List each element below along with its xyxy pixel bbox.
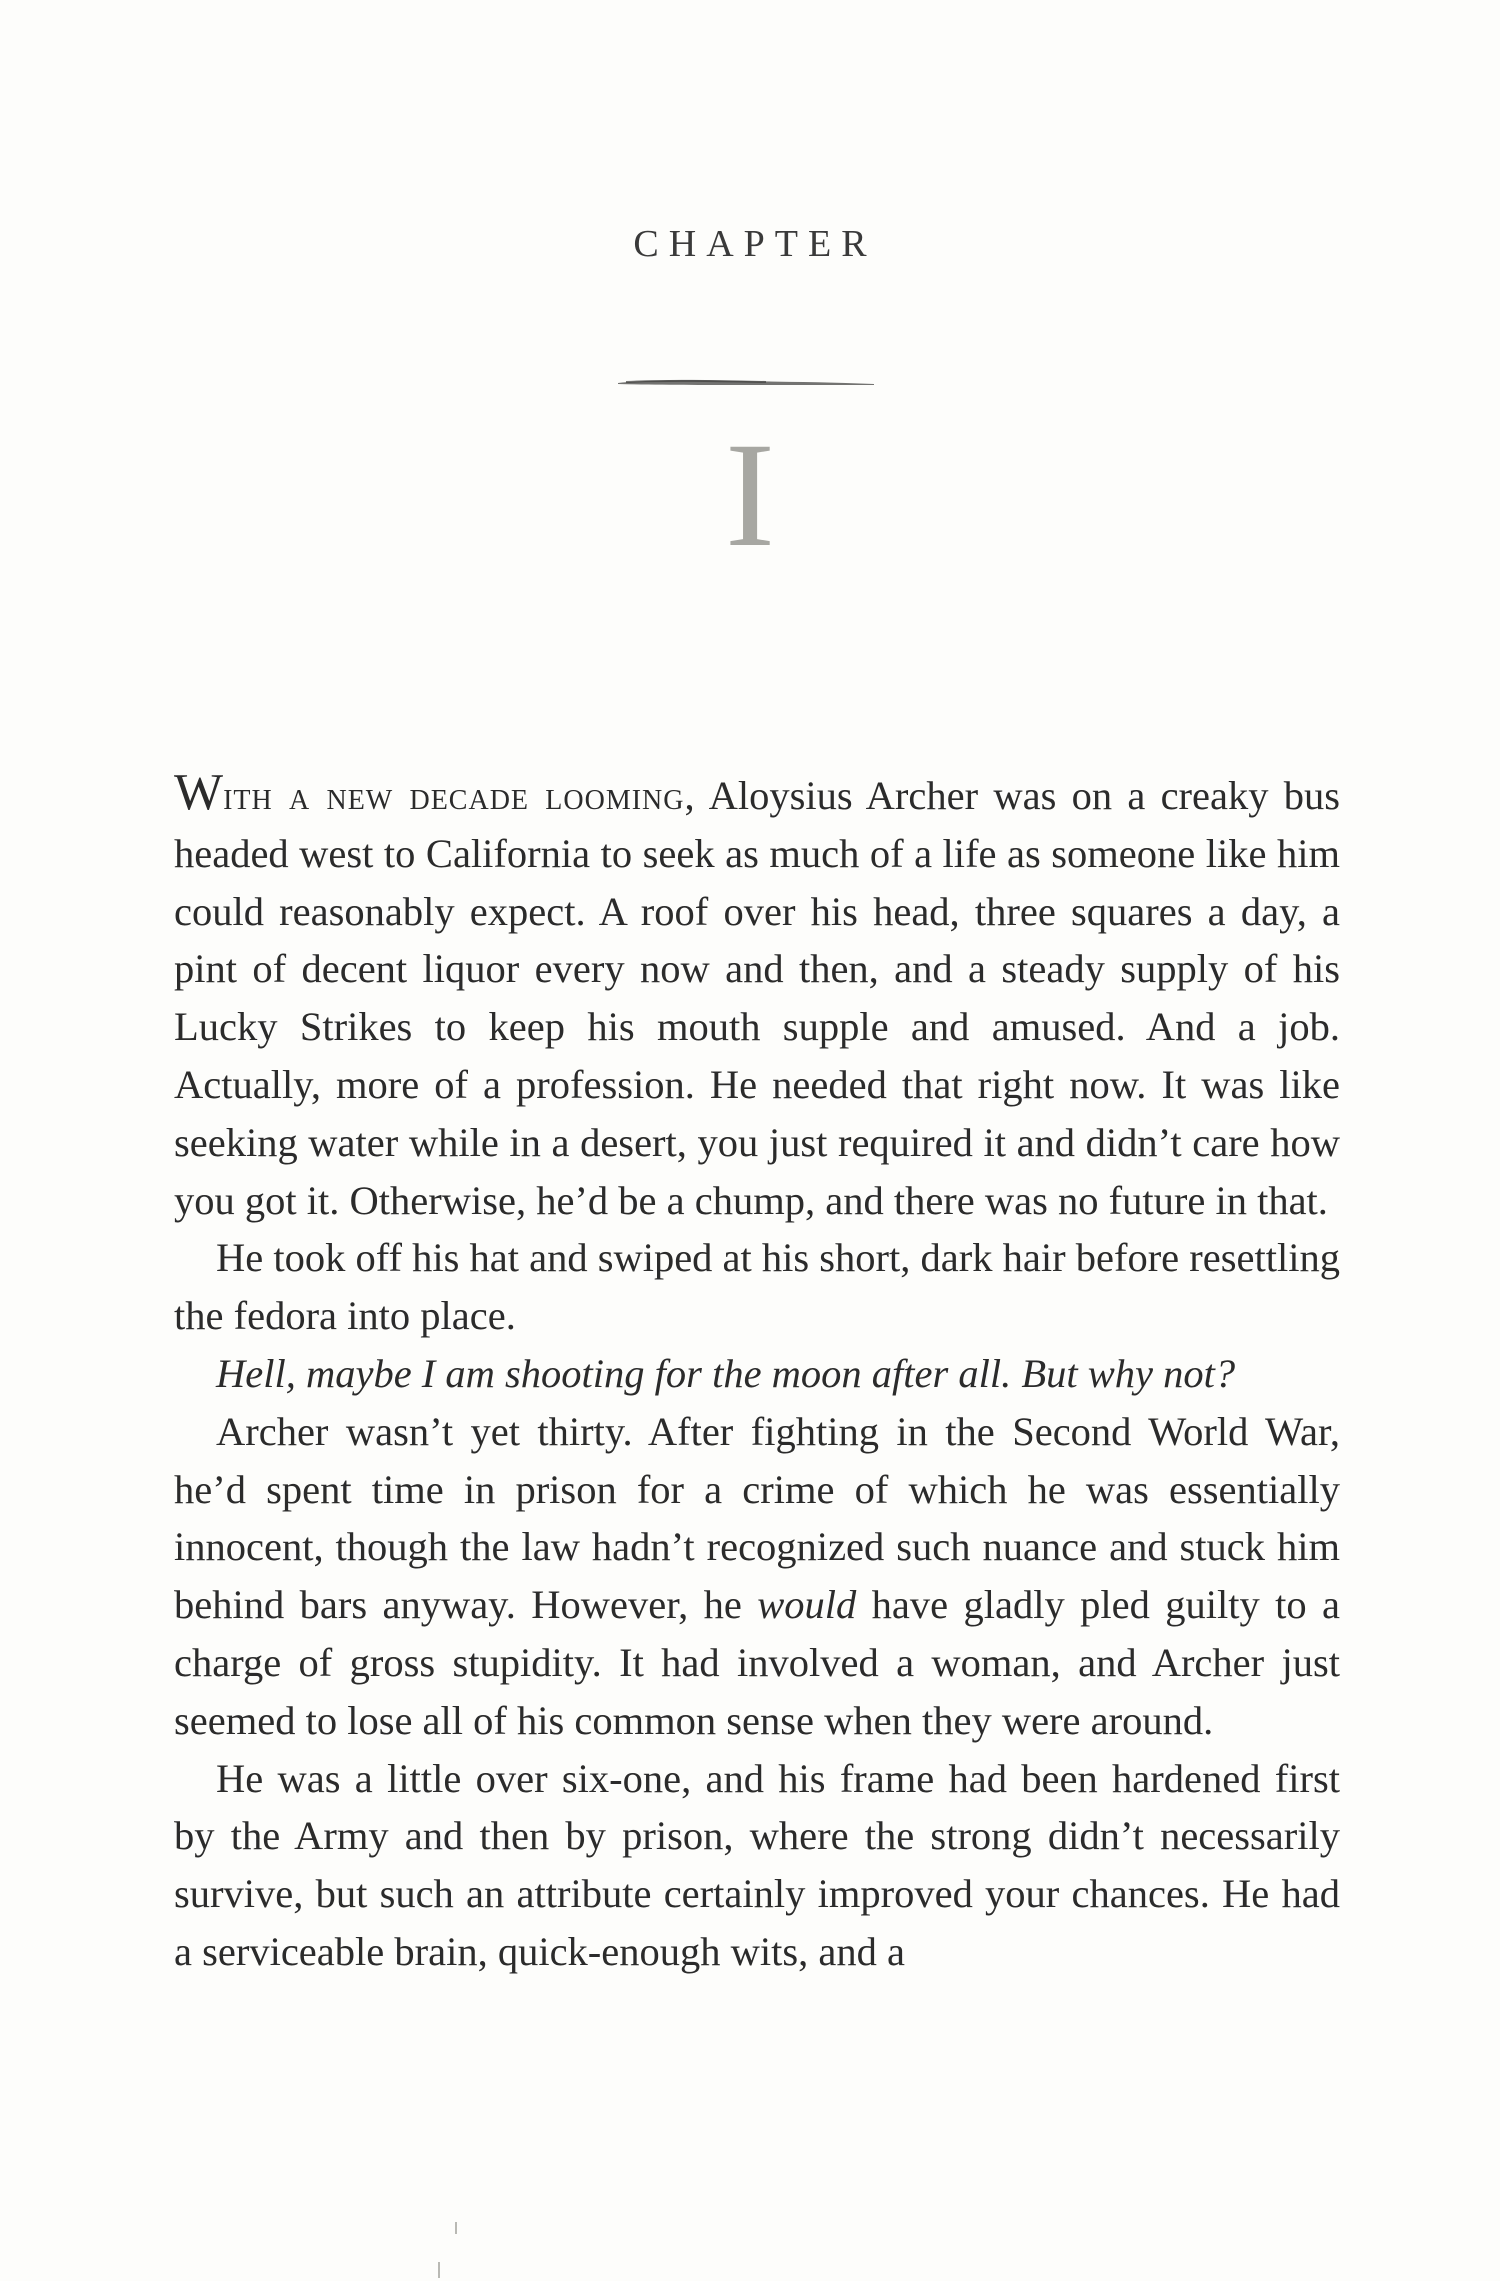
chapter-number: I: [725, 412, 775, 578]
opening-small-caps: ith a new decade looming,: [223, 773, 696, 818]
chapter-label: CHAPTER: [633, 223, 877, 265]
paragraph-4-text-b: have gladly pled guilty to a charge of gross stupidity. It had involved a woman, and Archer just seemed to lose all of his common sense when they were around.: [174, 1582, 1340, 1743]
scan-mark: [455, 2222, 457, 2234]
paragraph-2: He took off his hat and swiped at his short, dark hair before resettling the fedora into place.: [174, 1235, 1340, 1339]
paragraph-1: [174, 764, 1340, 1229]
paragraph-4: [174, 1403, 1340, 1750]
chapter-ornament-rule: [616, 376, 876, 388]
scan-mark: [438, 2262, 440, 2278]
drop-cap: W: [174, 764, 224, 821]
paragraph-5: He was a little over six-one, and his frame had been hardened first by the Army and then by prison, where the strong didn’t necessarily survive, but such an attribute certainly improved your chances. He had a serviceable brain, quick-enough wits, and a: [174, 1755, 1340, 1974]
chapter-body: [174, 764, 1340, 1981]
paragraph-3-thought: Hell, maybe I am shooting for the moon after all. But why not?: [216, 1350, 1236, 1396]
paragraph-4-text-a: Archer wasn’t yet thirty. After fighting in the Second World War, he’d spent time in prison for a crime of which he was essentially innocent, though the law hadn’t recognized such nuance and stuck him behind bars anyway. However, he: [174, 1408, 1340, 1628]
paragraph-1-text: Aloysius Archer was on a creaky bus headed west to California to seek as much of a life as someone like him could reasonably expect. A roof over his head, three squares a day, a pint of decent liquor every now and then, and a steady supply of his Lucky Strikes to keep his mouth supple and amused. And a job. Actually, more of a profession. He needed that right now. It was like seeking water while in a desert, you just required it and didn’t care how you got it. Otherwise, he’d be a chump, and there was no future in that.: [174, 773, 1340, 1223]
paragraph-4-emphasis: would: [757, 1582, 857, 1628]
